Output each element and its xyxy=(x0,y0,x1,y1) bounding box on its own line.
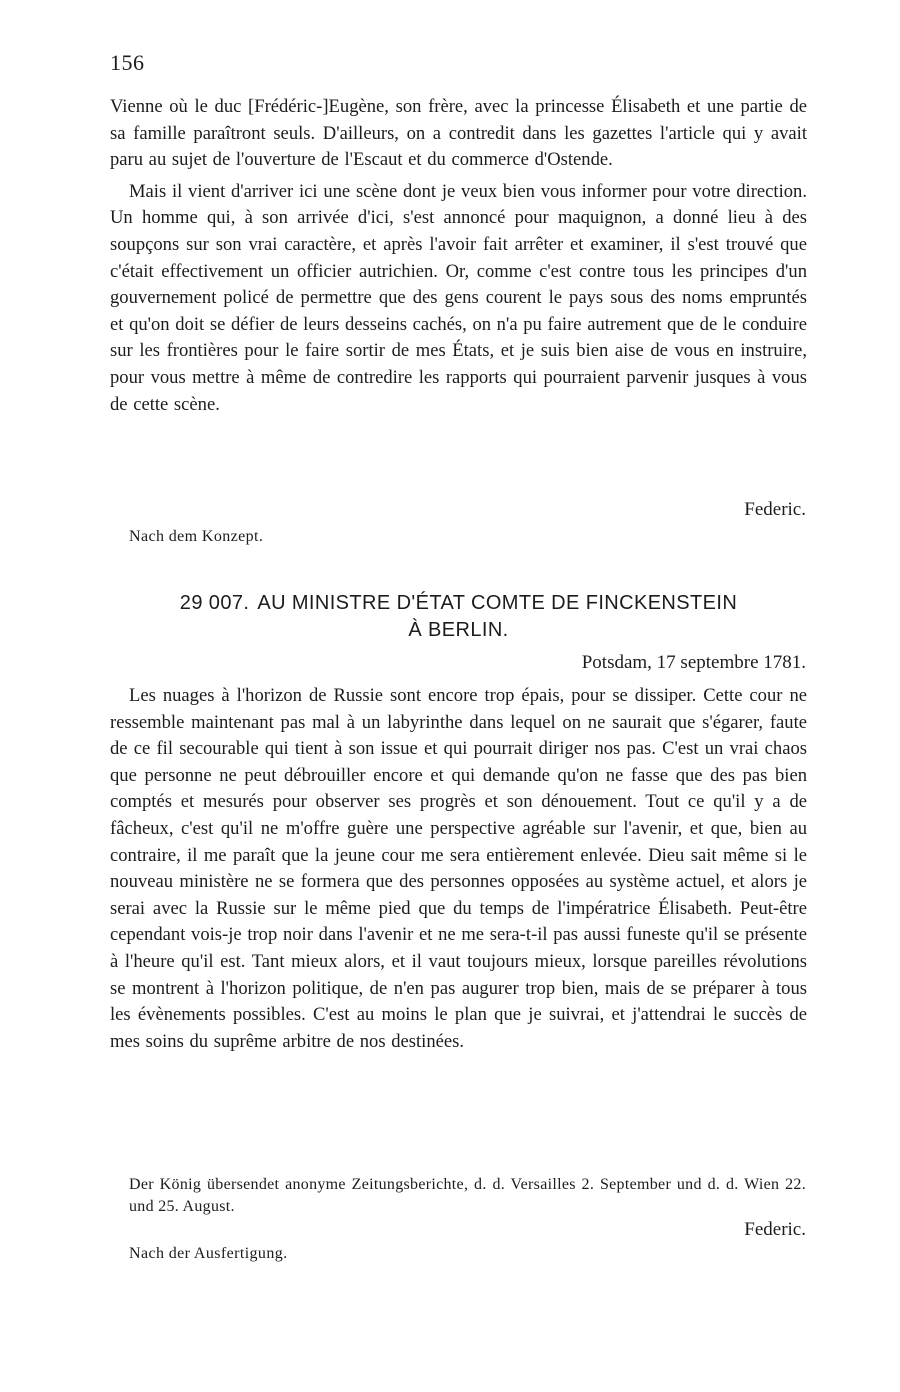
previous-letter-continuation xyxy=(110,94,807,418)
editorial-note: Der König übersendet anonyme Zeitungsberichte, d. d. Versailles 2. September und d. d. Wien 22. und 25. August. xyxy=(129,1176,806,1215)
signature: Federic. xyxy=(744,499,806,520)
source-note: Nach der Ausfertigung. xyxy=(129,1245,288,1262)
letter-number: 29 007. xyxy=(179,592,250,614)
source-note: Nach dem Konzept. xyxy=(129,528,264,545)
letter-title-destination: À BERLIN. xyxy=(408,619,509,641)
page-number: 156 xyxy=(110,50,145,75)
paragraph: Vienne où le duc [Frédéric-]Eugène, son frère, avec la princesse Élisabeth et une partie de sa famille paraîtront seuls. D'ailleurs, on a contredit dans les gazettes l'article qui y avait paru au sujet de l'ouverture de l'Escaut et du commerce d'Ostende. xyxy=(110,96,807,171)
place-date: Potsdam, 17 septembre 1781. xyxy=(581,652,806,673)
paragraph: Mais il vient d'arriver ici une scène dont je veux bien vous informer pour votre direction. Un homme qui, à son arrivée d'ici, s'est annoncé pour maquignon, a donné lieu à des soupçons sur son vrai caractère, et après l'avoir fait arrêter et examiner, il s'est trouvé que c'était effectivement un officier autrichien. Or, comme c'est contre tous les principes d'un gouvernement policé de permettre que des gens courent le pays sous des noms empruntés et qu'on doit se défier de leurs desseins cachés, on n'a pu faire autrement que de le conduire sur les frontières pour le faire sortir de mes États, et je suis bien aise de vous en instruire, pour vous mettre à même de contredire les rapports qui pourraient parvenir jusques à vous de cette scène. xyxy=(110,180,807,415)
paragraph: Les nuages à l'horizon de Russie sont encore trop épais, pour se dissiper. Cette cour ne ressemble maintenant pas mal à un labyrinthe dans lequel on ne saurait que s'égarer, faute de ce fil secourable qui tient à son issue et qui pourrait diriger nos pas. C'est un vrai chaos que personne ne peut débrouiller encore et qui demande qu'on ne fasse que des pas bien comptés et mesurés pour observer ses progrès et son dénouement. Tout ce qu'il y a de fâcheux, c'est qu'il ne m'offre guère une perspective agréable sur l'avenir, et que, bien au contraire, il me paraît que la jeune cour me sera entièrement enlevée. Dieu sait même si le nouveau ministère ne se formera que des personnes opposées au système actuel, et alors je serai avec la Russie sur le même pied que du temps de l'impératrice Élisabeth. Peut-être cependant vois-je trop noir dans l'avenir et ne me sera-t-il pas aussi funeste qu'il se présente à l'heure qu'il est. Tant mieux alors, et il vaut toujours mieux, lorsque pareilles révolutions se montrent à l'horizon politique, de n'en pas augurer trop bien, mais de se préparer à tous les évènements possibles. C'est au moins le plan que je suivrai, et j'attendrai le succès de mes soins du suprême arbitre de nos destinées. xyxy=(110,685,807,1052)
letter-title: AU MINISTRE D'ÉTAT COMTE DE FINCKENSTEIN xyxy=(257,592,738,614)
signature: Federic. xyxy=(744,1219,806,1240)
letter-heading xyxy=(110,590,807,644)
letter-body xyxy=(110,683,807,1055)
